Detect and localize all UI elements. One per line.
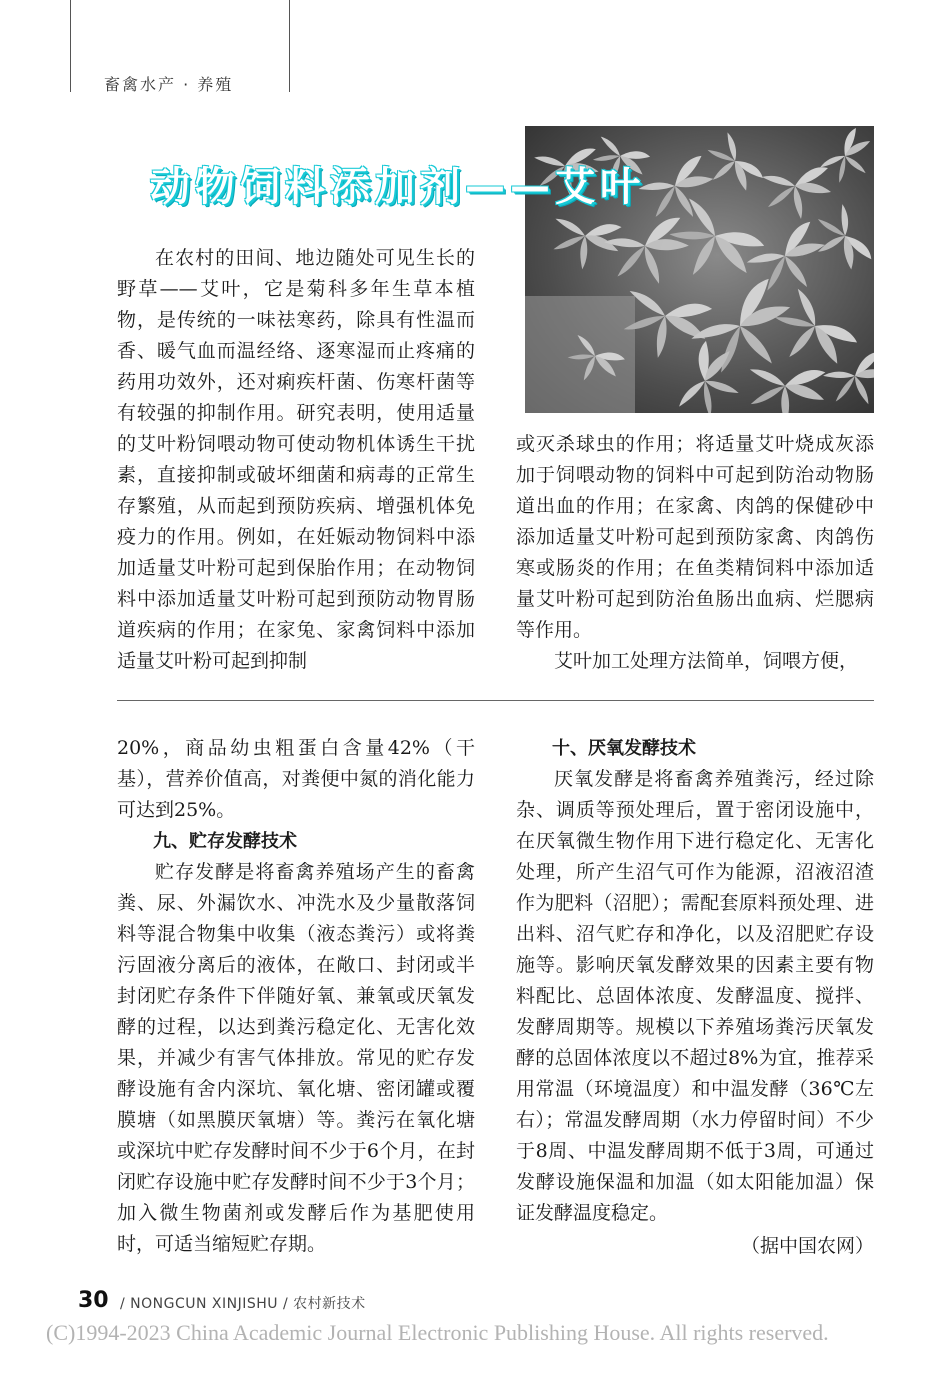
source-credit: （据中国农网） xyxy=(740,1235,874,1257)
section-heading-10: 十、厌氧发酵技术 xyxy=(552,738,696,759)
continued-paragraph: 20%，商品幼虫粗蛋白含量42%（干基），营养价值高，对粪便中氮的消化能力可达到25%。 xyxy=(117,737,475,821)
section-category: 畜禽水产 · 养殖 xyxy=(104,75,234,94)
header-rule-right xyxy=(289,0,290,92)
article-bottom-left-column xyxy=(117,733,475,1260)
article-bottom-right-column xyxy=(516,733,874,1262)
article-paragraph: 在农村的田间、地边随处可见生长的野草——艾叶，它是菊科多年生草本植物，是传统的一味祛寒药，除具有性温而香、暖气血而温经络、逐寒湿而止疼痛的药用功效外，还对痢疾杆菌、伤寒杆菌等有较强的抑制作用。研究表明，使用适量的艾叶粉饲喂动物可使动物机体诱生干扰素，直接抑制或破坏细菌和病毒的正常生存繁殖，从而起到预防疾病、增强机体免疫力的作用。例如，在妊娠动物饲料中添加适量艾叶粉可起到保胎作用；在动物饲料中添加适量艾叶粉可起到预防动物胃肠道疾病的作用；在家兔、家禽饲料中添加适量艾叶粉可起到抑制 xyxy=(117,247,475,672)
header-rule-left xyxy=(70,0,71,92)
journal-name: / NONGCUN XINJISHU / 农村新技术 xyxy=(120,1296,366,1312)
article-paragraph: 艾叶加工处理方法简单，饲喂方便， xyxy=(554,650,859,672)
article-top-right-column xyxy=(516,429,874,677)
section-9-body: 贮存发酵是将畜禽养殖场产生的畜禽粪、尿、外漏饮水、冲洗水及少量散落饲料等混合物集中收集（液态粪污）或将粪污固液分离后的液体，在敞口、封闭或半封闭贮存条件下伴随好氧、兼氧或厌氧发酵的过程，以达到粪污稳定化、无害化效果，并减少有害气体排放。常见的贮存发酵设施有舍内深坑、氧化塘、密闭罐或覆膜塘（如黑膜厌氧塘）等。粪污在氧化塘或深坑中贮存发酵时间不少于6个月，在封闭贮存设施中贮存发酵时间不少于3个月；加入微生物菌剂或发酵后作为基肥使用时，可适当缩短贮存期。 xyxy=(117,861,475,1255)
page-number: 30 xyxy=(78,1288,109,1313)
article-title: 动物饲料添加剂——艾叶 xyxy=(150,164,645,210)
article-paragraph-continued: 或灭杀球虫的作用；将适量艾叶烧成灰添加于饲喂动物的饲料中可起到防治动物肠道出血的作用；在家禽、肉鸽的保健砂中添加适量艾叶粉可起到预防家禽、肉鸽伤寒或肠炎的作用；在鱼类精饲料中添加适量艾叶粉可起到防治鱼肠出血病、烂腮病等作用。 xyxy=(516,433,874,641)
section-heading-9: 九、贮存发酵技术 xyxy=(153,831,297,852)
section-10-body: 厌氧发酵是将畜禽养殖粪污，经过除杂、调质等预处理后，置于密闭设施中，在厌氧微生物作用下进行稳定化、无害化处理，所产生沼气可作为能源，沼液沼渣作为肥料（沼肥）；需配套原料预处理、进出料、沼气贮存和净化，以及沼肥贮存设施等。影响厌氧发酵效果的因素主要有物料配比、总固体浓度、发酵温度、搅拌、发酵周期等。规模以下养殖场粪污厌氧发酵的总固体浓度以不超过8%为宜，推荐采用常温（环境温度）和中温发酵（36℃左右）；常温发酵周期（水力停留时间）不少于8周、中温发酵周期不低于3周，可通过发酵设施保温和加温（如太阳能加温）保证发酵温度稳定。 xyxy=(516,768,874,1224)
copyright-notice: (C)1994-2023 China Academic Journal Electronic Publishing House. All rights reserved. xyxy=(46,1320,829,1345)
article-top-left-column xyxy=(117,243,475,677)
section-divider xyxy=(117,700,874,701)
